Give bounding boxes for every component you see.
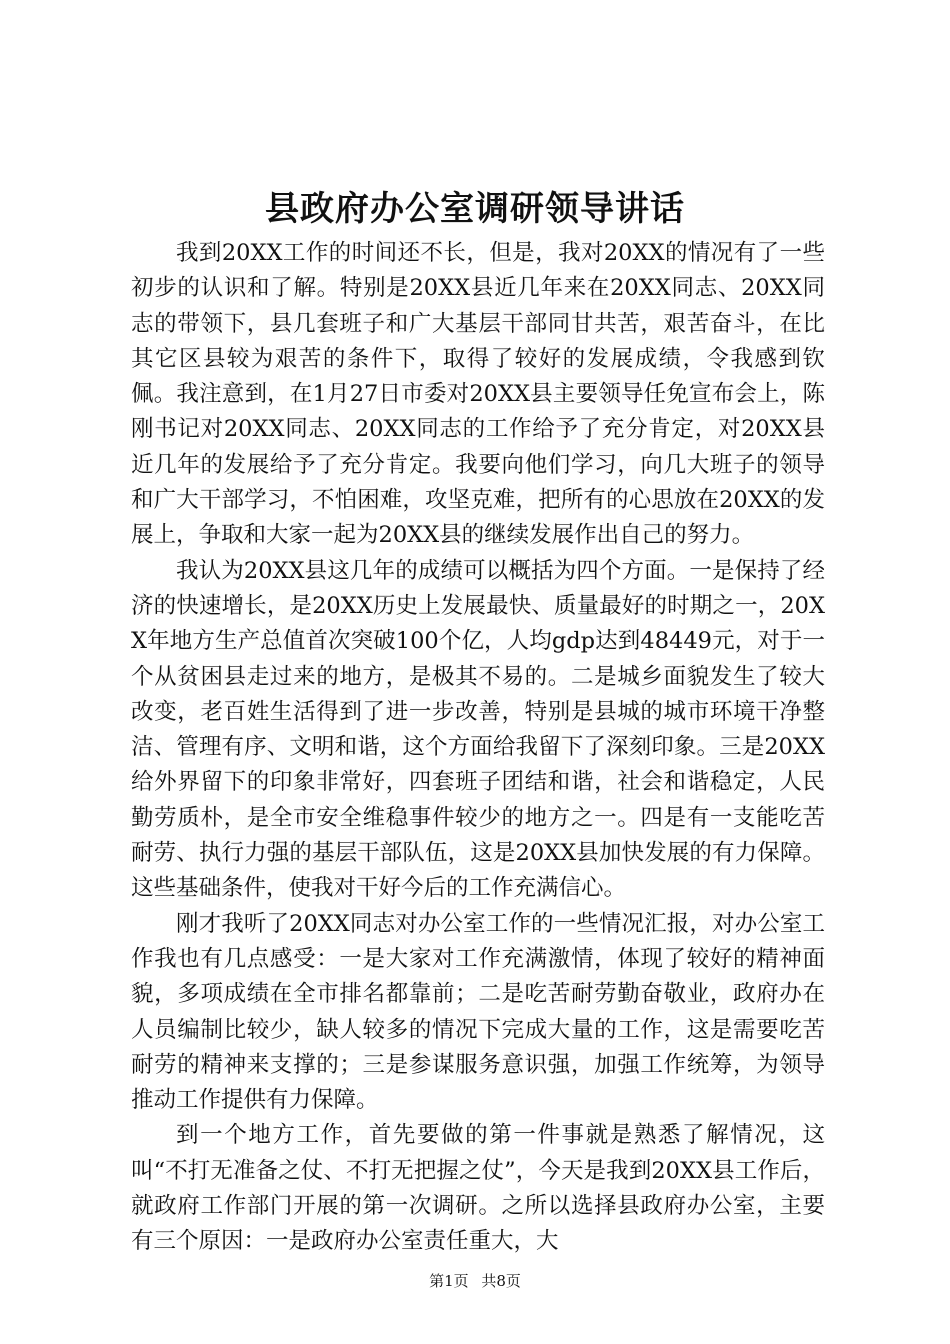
document-body [131,236,825,1260]
document-title: 县政府办公室调研领导讲话 [265,189,685,229]
page-number: 第1页 [429,1272,469,1290]
paragraph: 刚才我听了20XX同志对办公室工作的一些情况汇报，对办公室工作我也有几点感受：一是大家对工作充满激情，体现了较好的精神面貌，多项成绩在全市排名都靠前；二是吃苦耐劳勤奋敬业，政府办在人员编制比较少，缺人较多的情况下完成大量的工作，这是需要吃苦耐劳的精神来支撑的；三是参谋服务意识强，加强工作统筹，为领导推动工作提供有力保障。 [131,910,825,1114]
paragraph: 我认为20XX县这几年的成绩可以概括为四个方面。一是保持了经济的快速增长，是20XX历史上发展最快、质量最好的时期之一，20XX年地方生产总值首次突破100个亿，人均gdp达到48449元，对于一个从贫困县走过来的地方，是极其不易的。二是城乡面貌发生了较大改变，老百姓生活得到了进一步改善，特别是县城的城市环境干净整洁、管理有序、文明和谐，这个方面给我留下了深刻印象。三是20XX给外界留下的印象非常好，四套班子团结和谐，社会和谐稳定，人民勤劳质朴，是全市安全维稳事件较少的地方之一。四是有一支能吃苦耐劳、执行力强的基层干部队伍，这是20XX县加快发展的有力保障。这些基础条件，使我对干好今后的工作充满信心。 [131,557,825,902]
paragraph: 到一个地方工作，首先要做的第一件事就是熟悉了解情况，这叫“不打无准备之仗、不打无把握之仗”，今天是我到20XX县工作后，就政府工作部门开展的第一次调研。之所以选择县政府办公室，主要有三个原因：一是政府办公室责任重大，大 [131,1122,825,1255]
page-total: 共8页 [481,1272,521,1290]
page-footer [0,1271,950,1291]
paragraph: 我到20XX工作的时间还不长，但是，我对20XX的情况有了一些初步的认识和了解。特别是20XX县近几年来在20XX同志、20XX同志的带领下，县几套班子和广大基层干部同甘共苦，艰苦奋斗，在比其它区县较为艰苦的条件下，取得了较好的发展成绩，令我感到钦佩。我注意到，在1月27日市委对20XX县主要领导任免宣布会上，陈刚书记对20XX同志、20XX同志的工作给予了充分肯定，对20XX县近几年的发展给予了充分肯定。我要向他们学习，向几大班子的领导和广大干部学习，不怕困难，攻坚克难，把所有的心思放在20XX的发展上，争取和大家一起为20XX县的继续发展作出自己的努力。 [131,240,825,549]
